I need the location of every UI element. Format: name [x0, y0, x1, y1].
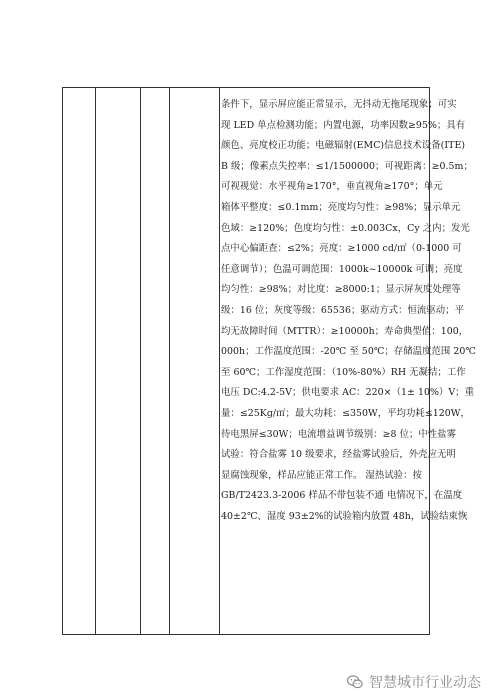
watermark — [346, 672, 481, 692]
spec-table — [62, 87, 476, 635]
spec-line: GB/T2423.3-2006 样品不带包装不通 电情况下，在温度 — [221, 490, 463, 502]
spec-line: 量：≤25Kg/㎡；最大功耗：≤350W，平均功耗≤120W， — [221, 407, 470, 419]
spec-line: 箱体平整度：≤0.1mm；亮度均匀性：≥98%；显示单元 — [221, 201, 461, 213]
spec-line: 条件下，显示屏应能正常显示，无抖动无拖尾现象；可实 — [221, 99, 457, 110]
spec-line: 电压 DC:4.2-5V；供电要求 AC：220×（1± 10%）V；重 — [221, 387, 475, 399]
spec-line: 40±2℃、湿度 93±2%的试验箱内放置 48h，试验结束恢 — [221, 510, 468, 522]
spec-line: 点中心偏距查：≤2%；亮度：≥1000 cd/㎡（0-1000 可 — [221, 243, 462, 255]
spec-line: 可视视觉：水平视角≥170°，垂直视角≥170°；单元 — [221, 181, 443, 193]
spec-line: 显腐蚀现象，样品应能正常工作。 湿热试验：按 — [221, 469, 422, 481]
watermark-text: 智慧城市行业动态 — [369, 675, 481, 691]
spec-line: B 级；像素点失控率：≤1/1500000；可视距离：≥0.5m； — [221, 160, 473, 172]
spec-line: 级：16 位；灰度等级：65536；驱动方式：恒流驱动；平 — [221, 304, 465, 316]
spec-line: 均无故障时间（MTTR）：≥10000h；寿命典型值：100， — [221, 325, 469, 337]
spec-line: 至 60℃；工作湿度范围：（10%-80%）RH 无凝结；工作 — [221, 366, 466, 378]
spec-line: 任意调节）；色温可调范围：1000k~10000k 可调；亮度 — [221, 263, 463, 275]
table-column-divider — [169, 88, 170, 634]
spec-line: 现 LED 单点检测功能；内置电源，功率因数≥95%；具有 — [221, 119, 466, 131]
spec-line: 试验：符合盐雾 10 级要求，经盐雾试验后，外壳应无明 — [221, 449, 456, 461]
spec-line: 颜色、亮度校正功能；电磁辐射(EMC)信息技术设备(ITE) — [221, 140, 466, 152]
spec-line: 000h；工作温度范围：-20℃ 至 50℃；存储温度范围 20℃ — [221, 346, 476, 358]
wechat-icon — [346, 673, 364, 691]
table-column-divider — [95, 88, 96, 634]
table-column-divider — [140, 88, 141, 634]
spec-line: 色域：≥120%；色度均匀性：±0.003Cx，Cy 之内；发光 — [221, 222, 470, 234]
table-column-divider — [219, 88, 220, 634]
spec-line: 均匀性：≥98%；对比度：≥8000:1；显示屏灰度处理等 — [221, 284, 461, 296]
spec-line: 待电黑屏≤30W；电流增益调节级别：≥8 位；中性盐雾 — [221, 428, 457, 440]
spec-text-cell — [221, 95, 476, 527]
